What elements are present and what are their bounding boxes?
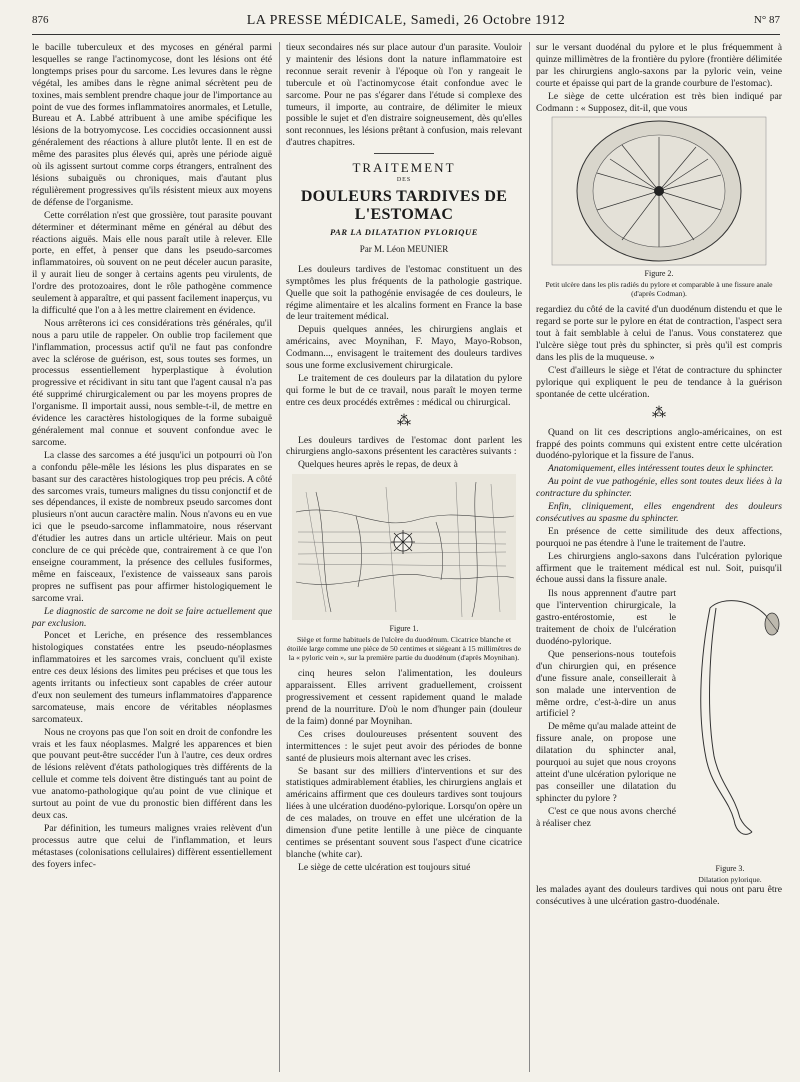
page-number: 876 — [32, 14, 49, 26]
figure-1-label: Figure 1. — [389, 624, 419, 634]
paragraph: Le diagnostic de sarcome ne doit se faire actuellement que par exclusion. — [32, 605, 272, 629]
figure-1-duodenum-illustration — [286, 472, 522, 622]
article-title: DOULEURS TARDIVES DE L'ESTOMAC — [300, 187, 508, 223]
paragraph: Anatomiquement, elles intéressent toutes deux le sphincter. — [548, 463, 774, 475]
paragraph: Que penserions-nous toutefois d'un chirurgien qui, en présence d'une fissure anale, conseillerait à son malade une intervention de même ordre, c'est-à-dire un anus artificiel ? — [536, 648, 676, 720]
section-stars: ⁂ — [652, 405, 666, 421]
paragraph: En présence de cette similitude des deux affections, pourquoi ne pas étendre à l'une le traitement de l'autre. — [536, 525, 782, 549]
article-des: DES — [396, 177, 412, 184]
ulcer-star-scar — [391, 530, 415, 554]
page-header — [32, 12, 780, 35]
paragraph: le bacille tuberculeux et des mycoses en général parmi lesquelles se range l'actinomycose, dont les lésions ont été longtemps prises pour du sarcome. Les levures dans le règne végétal, les amibes dans le règne animal sécrètent peu de toxines, mais semblent prendre chaque jour de l'importance au point de vue des formes inflammatoires anormales, et Letulle, Bureau et A. Labbé attribuent à une amibe spécifique les lésions de la botryomycose. Les coccidies occasionnent aussi généralement des réactions à allure plutôt lente. Il en est de même des parasites plus élevés qui, après une période aiguë où ils agissent surtout comme corps étrangers, entraînent des lésions subaiguës ou chroniques, mais d'autant plus régulièrement progressives qu'ils résistent mieux aux moyens de défense de l'organisme. — [32, 42, 272, 208]
paragraph: Les douleurs tardives de l'estomac dont parlent les chirurgiens anglo-saxons présentent les caractères suivants : — [286, 434, 522, 458]
column-divider — [279, 42, 280, 1072]
paragraph: Par définition, les tumeurs malignes vraies relèvent d'un processus autre que celui de l'inflammation, et leurs métastases (colonisations cellulaires) diffèrent essentiellement des foyers infec- — [32, 822, 272, 870]
paragraph: regardiez du côté de la cavité d'un duodénum distendu et que le regard se porte sur le pylore en état de contraction, l'aspect sera tout à fait semblable à celui de l'anus. Vous constaterez que l'ulcère siège tout près du sphincter, si près qu'il est compris dans les plis de la muqueuse. » — [536, 304, 782, 364]
figure-3-wrapped-text — [536, 588, 676, 830]
figure-3-dilator-illustration — [682, 588, 782, 848]
issue-number: N° 87 — [753, 14, 780, 26]
article-heading — [286, 162, 522, 256]
column-divider — [529, 42, 530, 1072]
paragraph: cinq heures selon l'alimentation, les douleurs apparaissent. Elles arrivent graduellement, croissent progressivement et cessent rapidement quand le malade prend de la nourriture. D'où le nom d'hunger pain (douleur de la faim) donné par Moynihan. — [286, 668, 522, 727]
paragraph: Se basant sur des milliers d'interventions et sur des statistiques admirablement établies, les chirurgiens anglais et américains affirment que ces douleurs tardives sont toujours liées à une ulcération duodéno-pylorique. Lorsqu'on opère un de ces malades, on trouve en effet une ulcération de la dimension d'une petite lentille à une pièce de cinquante centimes se présentant souvent sous l'aspect d'une cicatrice blanche (white car). — [286, 765, 522, 860]
column-3 — [536, 42, 782, 908]
journal-title: LA PRESSE MÉDICALE, Samedi, 26 Octobre 1912 — [246, 13, 566, 28]
article-author: Par M. Léon MEUNIER — [359, 243, 449, 254]
column-1 — [32, 42, 272, 872]
figure-3-label: Figure 3. — [715, 864, 745, 874]
figure-1-caption-text: Siège et forme habituels de l'ulcère du duodénum. Cicatrice blanche et étoilée large comme une pièce de 50 centimes et siégeant à 15 millimètres de la « pyloric vein », sur la première partie du duodénum (d'après Moynihan). — [286, 635, 522, 663]
paragraph: Poncet et Leriche, en présence des ressemblances histologiques constatées entre les pseudo-néoplasmes inflammatoires et les sarcomes vrais, concluent qu'il existe entre ces deux lésions des limites peu précises et que tous les agents irritants ou infectieux sont capables de créer autour d'eux non seulement des tumeurs inflammatoires d'apparence sarcomateuse, mais encore de véritables néoplasmes sarcomateux. — [32, 630, 272, 725]
paragraph: De même qu'au malade atteint de fissure anale, on propose une dilatation du sphincter anal, pourquoi au sujet que nous croyons atteint d'une ulcération pylorique ne pas conseiller une dilatation du sphincter du pylore ? — [536, 721, 676, 804]
paragraph: Quelques heures après le repas, de deux à — [298, 459, 458, 471]
paragraph: sur le versant duodénal du pylore et le plus fréquemment à quinze millimètres de la frontière du pylore (frontière délimitée par les chirurgiens anglo-saxons par la pyloric vein, veine courte et épaisse qui part de la grande courbure de l'estomac). — [536, 42, 782, 89]
paragraph: C'est ce que nous avons cherché à réaliser chez — [536, 805, 676, 829]
paragraph: Le siège de cette ulcération est très bien indiqué par Codmann : « Supposez, dit-il, que vous — [536, 90, 782, 114]
paragraph: Cette corrélation n'est que grossière, tout parasite pouvant déterminer et déterminant même en général au début des réactions aiguës. Mais elle nous paraît utile à relever. Elle porte, en effet, à penser que dans les pseudo-sarcomes inflammatoires, où souvent on ne peut déceler aucun parasite, il y aurait lieu de songer à certains agents peu virulents, de l'ordre des protozoaires, dont le rôle pathogène commence seulement à apparaître, et qui passent facilement inaperçus, vu la difficulté que l'on a à les mettre clairement en évidence. — [32, 209, 272, 316]
paragraph: C'est d'ailleurs le siège et l'état de contracture du sphincter pylorique qui expliquent le peu de tendance à la guérison spontanée de cette ulcération. — [536, 364, 782, 400]
figure-2-label: Figure 2. — [644, 269, 674, 279]
figure-3-caption — [678, 864, 782, 884]
paragraph: Les chirurgiens anglo-saxons dans l'ulcération pylorique affirment que le traitement médical est nul. Soit, puisqu'il échoue aussi dans la fissure anale. — [536, 550, 782, 586]
paragraph: Nous arrêterons ici ces considérations très générales, qu'il nous a paru utile de rappeler. On oublie trop facilement que l'inflammation, processus actif qu'il ne faut pas confondre avec la sclérose de guérison, est, sous toutes ses formes, un processus essentiellement hyperplastique à évolution progressive et récidivant in situ tant que l'agent causal n'a pas été supprimé chirurgicalement ou par les moyens propres de l'organisme. Il importait aussi, nous semble-t-il, de mettre en évidence les caractères histologiques de la forme subaiguë généralement mal connue et souvent confondue avec le sarcome. — [32, 317, 272, 448]
paragraph: Les douleurs tardives de l'estomac constituent un des symptômes les plus fréquents de la pathologie gastrique. Quelle que soit la pathogénie envisagée de ces douleurs, le régime alimentaire et les alcalins forment en France la base de leur traitement médical. — [286, 263, 522, 323]
paragraph: La classe des sarcomes a été jusqu'ici un potpourri où l'on a confondu pêle-mêle les lésions les plus disparates en se basant sur des caractères histologiques trop peu précis. A côté des sarcomes vrais, tumeurs malignes du tissu conjonctif et de ses dépendances, il existe de nombreux pseudo sarcomes dont plusieurs n'ont aucun caractère malin. Nous n'avons eu en vue ici que le pseudo-sarcome inflammatoire, nous réservant d'étudier les autres dans un article ultérieur. Mais on peut conclure de ce qui précède que, contrairement à ce que l'on enseigne couramment, la présence des cellules fusiformes, même en faisceaux, l'existence de vaisseaux sans parois propres ne suffisent pas pour affirmer histologiquement le sarcome vrai. — [32, 449, 272, 604]
figure-3-block — [536, 588, 782, 885]
paragraph: Quand on lit ces descriptions anglo-américaines, on est frappé des points communs qui existent entre cette ulcération duodéno-pylorique et la fissure de l'anus. — [536, 426, 782, 462]
figure-2-caption — [536, 269, 782, 298]
paragraph: Nous ne croyons pas que l'on soit en droit de confondre les vrais et les faux néoplasmes. Malgré les apparences et bien que pouvant peut-être succéder l'un à l'autre, ces deux ordres de lésions relèvent d'états pathologiques très différents de la cellule et comme tels doivent être distingués tant au point de vue anatomo-pathologique qu'au point de vue clinique et surtout au point de vue du pronostic bien différent dans les deux cas. — [32, 726, 272, 821]
paragraph: tieux secondaires nés sur place autour d'un parasite. Vouloir y maintenir des lésions dont la nature inflammatoire est reconnue serait revenir à l'époque où l'on y rangeait le tubercule et où l'actinomycose était confondue avec le sarcome. Pour ne pas s'égarer dans l'étude si complexe des tumeurs, il importe, au contraire, de délimiter le mieux possible le sujet et d'en distraire soigneusement, dès qu'elles sont reconnues, les lésions prêtant à confusion, mais relevant d'autres chapitres. — [286, 42, 522, 149]
separator-rule — [374, 153, 434, 154]
figure-1-caption — [286, 624, 522, 662]
paragraph: Au point de vue pathogénie, elles sont toutes deux liées à la contracture du sphincter. — [536, 476, 782, 500]
column-2 — [286, 42, 522, 875]
article-kicker: TRAITEMENT — [352, 160, 456, 176]
paragraph: Ils nous apprennent d'autre part que l'intervention chirurgicale, la gastro-entérostomie, est le traitement de choix de l'ulcération duodéno-pylorique. — [536, 588, 676, 647]
paragraph: Enfin, cliniquement, elles engendrent des douleurs consécutives au spasme du sphincter. — [536, 501, 782, 524]
figure-3-caption-text: Dilatation pylorique. — [698, 875, 762, 885]
paragraph: Depuis quelques années, les chirurgiens anglais et américains, avec Moynihan, F. Mayo, Mayo-Robson, Codmann..., envisagent le traitement des douleurs tardives sous une forme exclusivement chirurgicale. — [286, 324, 522, 372]
paragraph: Le traitement de ces douleurs par la dilatation du pylore qui forme le but de ce travail, nous paraît le moyen terme entre ces deux procédés extrêmes : médical ou chirurgical. — [286, 372, 522, 408]
paragraph: Ces crises douloureuses présentent souvent des intermittences : le sujet peut avoir des périodes de bonne santé de plusieurs mois alternant avec les crises. — [286, 728, 522, 764]
figure-2-pylorus-illustration — [536, 115, 782, 267]
paragraph: Le siège de cette ulcération est toujours situé — [298, 861, 471, 873]
figure-2-caption-text: Petit ulcère dans les plis radiés du pylore et comparable à une fissure anale (d'après Codman). — [545, 280, 773, 299]
section-stars: ⁂ — [397, 413, 411, 429]
article-subtitle: PAR LA DILATATION PYLORIQUE — [329, 226, 479, 237]
paragraph: les malades ayant des douleurs tardives qui nous ont paru être consécutives à une ulcération gastro-duodénale. — [536, 884, 782, 908]
